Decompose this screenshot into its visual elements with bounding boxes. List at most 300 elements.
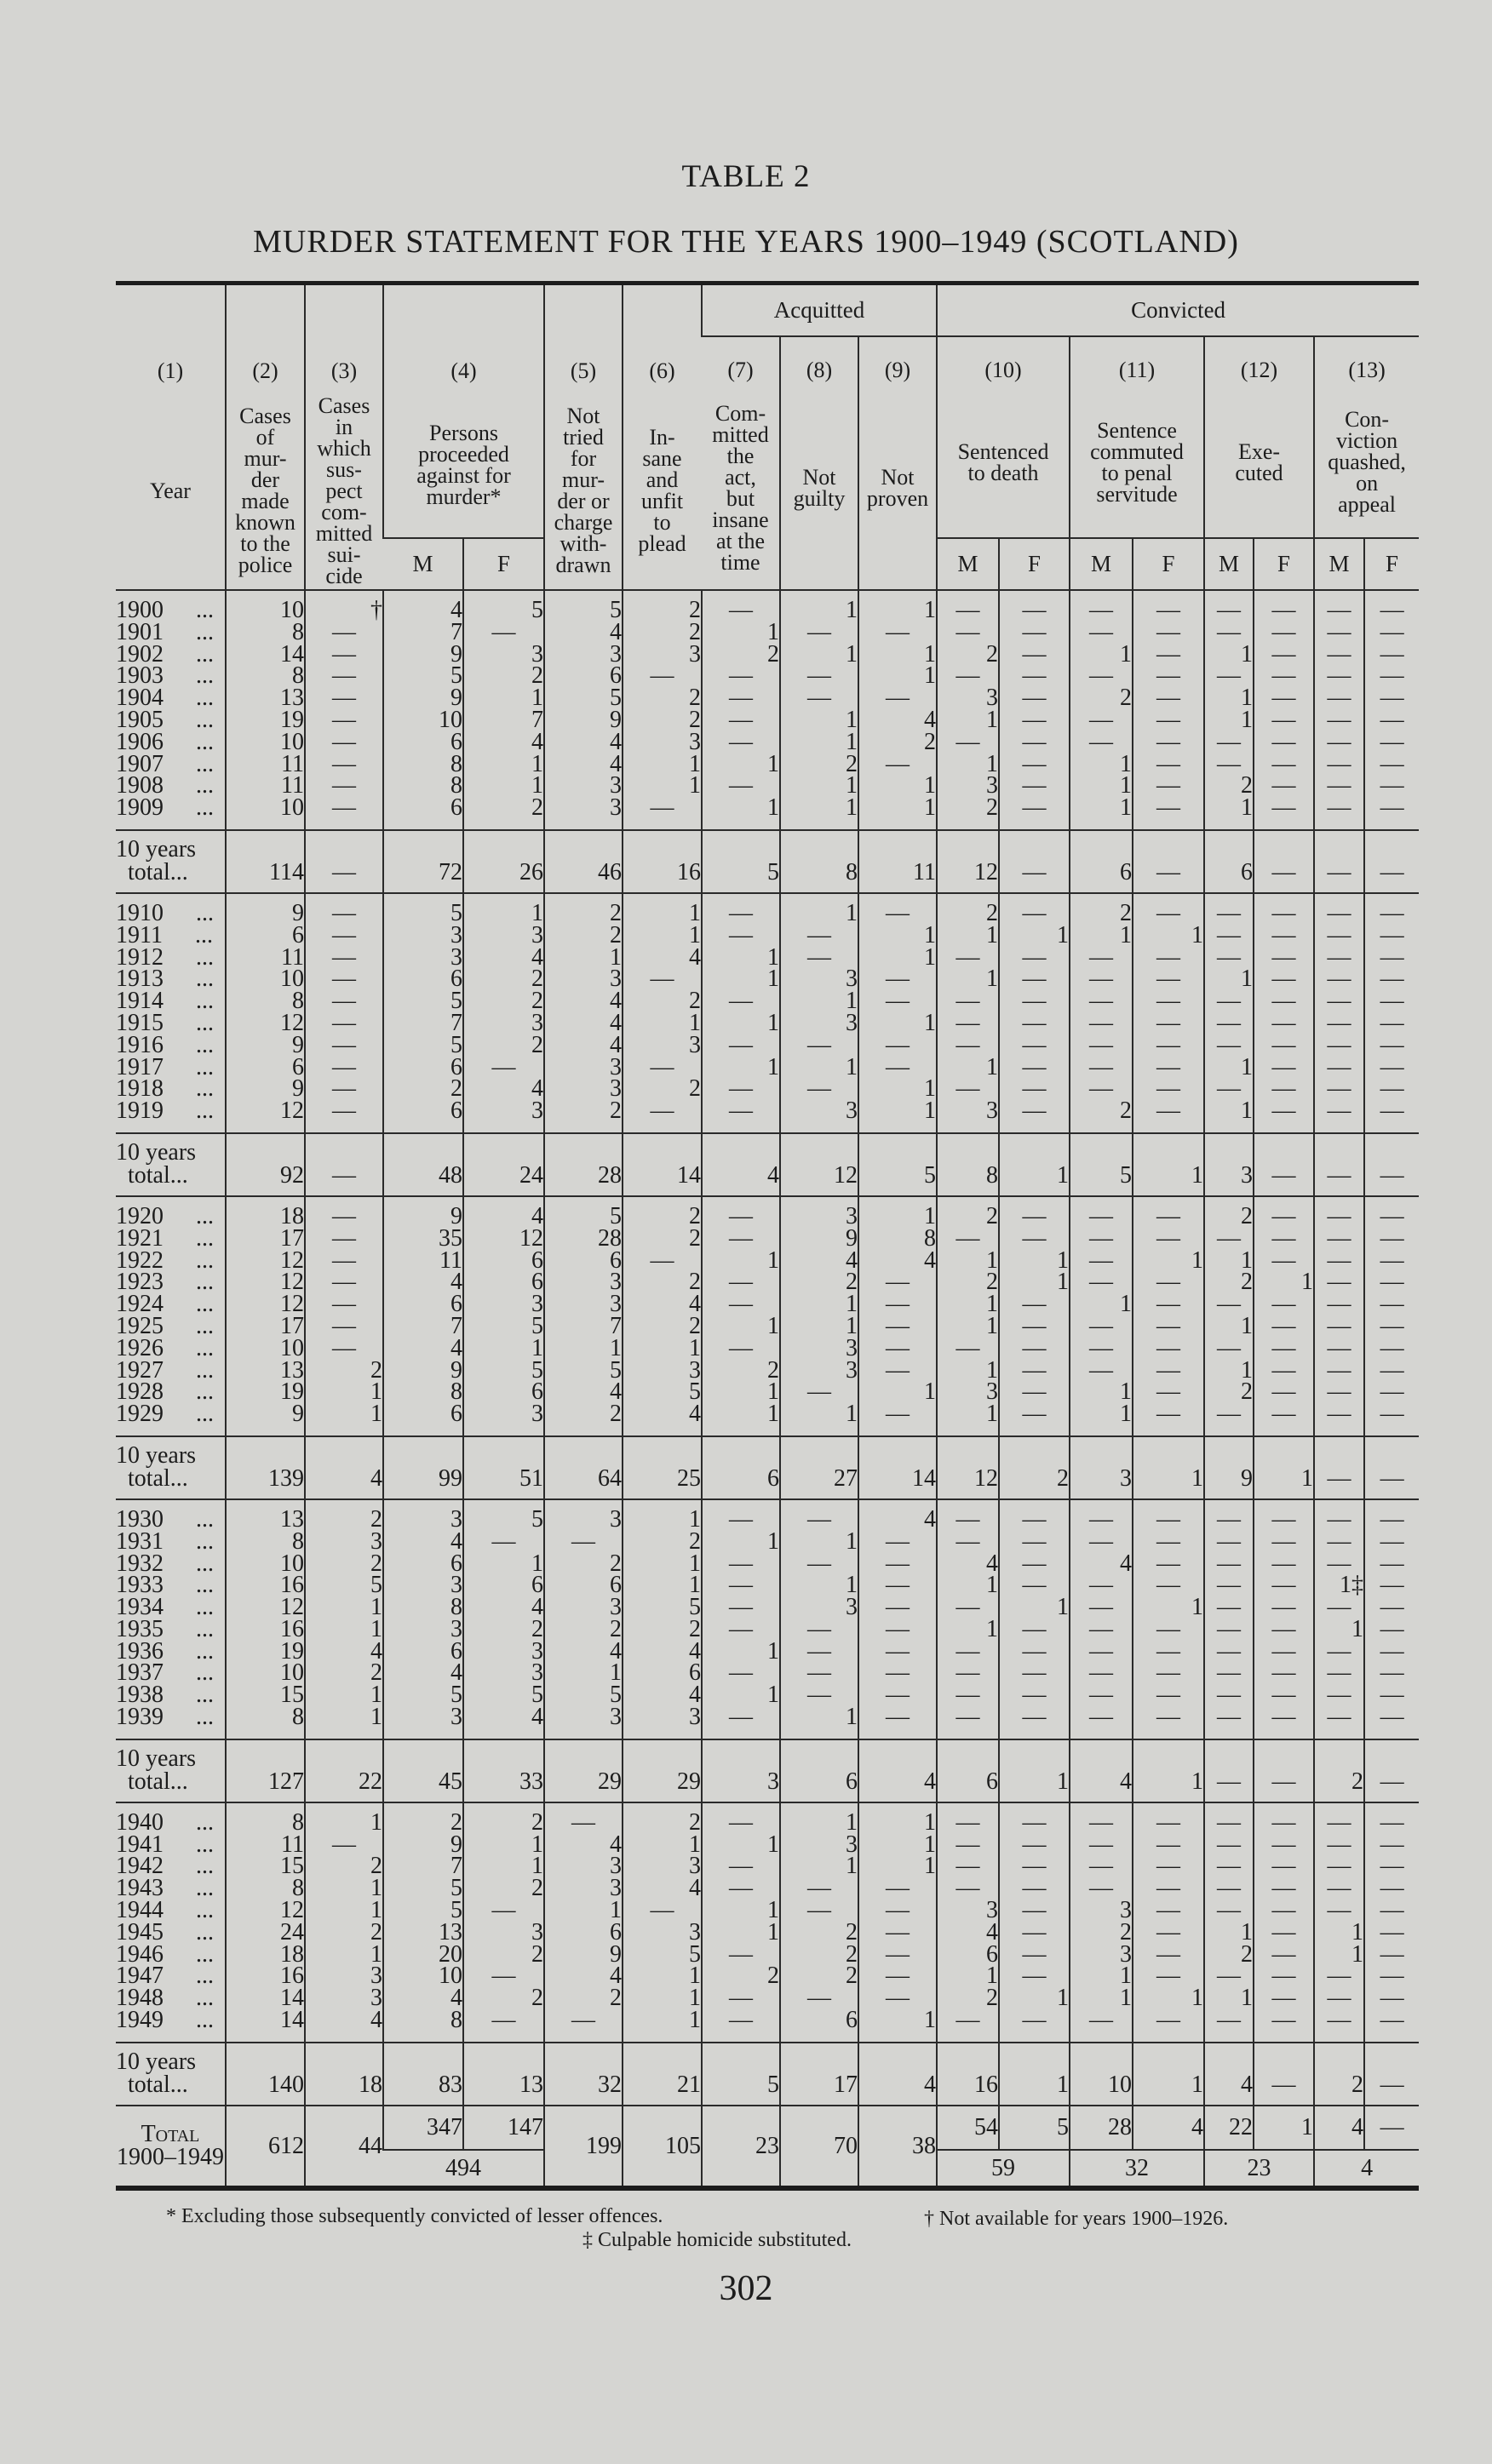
cell-value: 1 [858,775,937,797]
cell-value: — [1314,925,1364,947]
cell-value: — [858,1877,937,1900]
cell-value: 1 [780,1057,858,1079]
cell-value: — [305,644,383,666]
cell-value: 1 [623,1965,702,1987]
cell-value: — [1314,1403,1364,1436]
table-row-1945 [116,1922,1419,1944]
total-value: 1 [1133,1133,1204,1196]
cell-value: 2 [702,1360,780,1382]
grand-total-row [116,2106,1419,2150]
cell-value: 1 [463,775,544,797]
cell-value: — [1254,2009,1314,2043]
row-dots: ... [196,597,214,623]
total-value: 2 [1314,1739,1364,1802]
cell-value: — [1314,990,1364,1012]
cell-value: 3 [383,1619,463,1641]
cell-value: 3 [544,1499,623,1531]
cell-value: 9 [383,687,463,709]
cell-value: 3 [463,1641,544,1663]
cell-value: 16 [226,1965,305,1987]
total-value: 64 [544,1436,623,1499]
cell-value: 8 [226,990,305,1012]
year-label: 1946 [116,1940,164,1968]
cell-value: 1 [1070,797,1133,830]
cell-value: — [1204,731,1254,754]
combined-persons-proceeded: 494 [445,2154,481,2181]
cell-value: — [937,590,999,622]
year-label: 1904 [116,685,164,712]
year-label: 1906 [116,728,164,755]
cell-value: 1 [463,893,544,925]
cell-value: 2 [937,644,999,666]
cell-value: 1 [702,968,780,990]
year-label: 1910 [116,899,164,926]
cell-value: 3 [544,1596,623,1619]
cell-value: — [1364,1706,1419,1739]
cell-value: 3 [305,1987,383,2009]
cell-value: — [1364,1802,1419,1834]
cell-value: 2 [383,1802,463,1834]
cell-value: — [780,1987,858,2009]
cell-value: 1 [999,1271,1070,1293]
cell-value: — [1364,947,1419,969]
total-value: — [305,830,383,893]
cell-value: — [1070,1360,1133,1382]
cell-value: 20 [383,1944,463,1966]
cell-value: 4 [858,1499,937,1531]
cell-value: — [858,990,937,1012]
cell-value: 1 [780,1531,858,1553]
cell-value: 1 [1204,797,1254,830]
cell-value: — [1314,1381,1364,1403]
cell-value: 12 [226,1250,305,1272]
total-value: — [1364,830,1419,893]
cell-value: — [937,1641,999,1663]
cell-value: — [305,775,383,797]
cell-value: — [1364,968,1419,990]
year-label: 1937 [116,1659,164,1687]
cell-value: 6 [383,797,463,830]
decade-total-row [116,830,1419,893]
cell-value: 2 [623,1196,702,1228]
cell-value: — [1204,1684,1254,1706]
cell-value: 2 [780,1922,858,1944]
cell-value: — [858,1596,937,1619]
cell-value: — [999,1574,1070,1596]
cell-value: 2 [623,1078,702,1100]
total-value: 9 [1204,1436,1254,1499]
year-cell [116,1403,226,1436]
row-dots: ... [196,1009,214,1036]
cell-value: — [999,622,1070,644]
cell-value: — [937,1684,999,1706]
row-dots: ... [196,706,214,733]
cell-value: — [623,1057,702,1079]
col-header-year: (1) Year [116,284,226,591]
total-value: 29 [544,1739,623,1802]
cell-value: 2 [463,1987,544,2009]
cell-value: — [999,990,1070,1012]
cell-value: 3 [544,1293,623,1315]
cell-value: — [937,2009,999,2043]
table-row-1944 [116,1900,1419,1922]
cell-value: 1 [1070,1293,1133,1315]
cell-value: — [1070,1034,1133,1057]
cell-value: — [1364,590,1419,622]
cell-value: 10 [226,797,305,830]
cell-value: 1 [623,1338,702,1360]
cell-value: — [1314,1531,1364,1553]
cell-value: — [1314,1271,1364,1293]
grand-total-label: Total 1900–1949 [117,2121,224,2171]
total-value: 28 [544,1133,623,1196]
total-value: 51 [463,1436,544,1499]
cell-value: — [1254,1381,1314,1403]
cell-value: — [305,968,383,990]
cell-value: 4 [623,1403,702,1436]
cell-value: 5 [623,1944,702,1966]
cell-value: 1 [702,1922,780,1944]
row-dots: ... [196,1985,214,2012]
row-dots: ... [196,1097,214,1125]
cell-value: 5 [383,665,463,687]
cell-value: 9 [226,1078,305,1100]
cell-value: 1 [858,1078,937,1100]
cell-value: — [999,1338,1070,1360]
cell-value: — [463,1965,544,1987]
cell-value: — [1133,1360,1204,1382]
cell-value: 2 [937,1987,999,2009]
cell-value: — [1133,1944,1204,1966]
cell-value: — [1364,622,1419,644]
cell-value: 2 [305,1662,383,1684]
cell-value: — [999,1706,1070,1739]
cell-value: — [1133,1403,1204,1436]
cell-value: 1 [623,754,702,776]
year-label: 1920 [116,1202,164,1229]
total-value: 6 [780,1739,858,1802]
year-label: 1947 [116,1963,164,1990]
row-dots: ... [196,1831,214,1858]
footnote-double-dagger: ‡ Culpable homicide substituted. [582,2229,852,2251]
cell-value: — [1254,1944,1314,1966]
cell-value: 1 [1070,754,1133,776]
cell-value: 8 [858,1228,937,1250]
cell-value: 12 [463,1228,544,1250]
cell-value: 6 [383,1641,463,1663]
murder-statement-table [116,281,1419,2191]
row-dots: ... [196,899,214,926]
cell-value: 2 [463,1034,544,1057]
sex-header-female: F [999,538,1070,590]
cell-value: 2 [623,1619,702,1641]
cell-value: 12 [226,1293,305,1315]
table-row-1921 [116,1228,1419,1250]
cell-value: — [305,1057,383,1079]
cell-value: — [1254,1684,1314,1706]
cell-value: 1 [780,731,858,754]
row-dots: ... [196,662,214,690]
cell-value: — [702,1553,780,1575]
cell-value: — [1254,1922,1314,1944]
cell-value: — [937,1078,999,1100]
row-dots: ... [196,750,214,777]
cell-value: — [305,1338,383,1360]
table-row-1910 [116,893,1419,925]
total-value: 18 [305,2043,383,2106]
cell-value: 1 [1070,925,1133,947]
cell-value: 1 [623,1834,702,1856]
sex-header-male: M [1070,538,1133,590]
table-row-1901 [116,622,1419,644]
total-value: 46 [544,830,623,893]
cell-value: 3 [463,1922,544,1944]
cell-value: — [1314,1196,1364,1228]
cell-value: — [1254,1574,1314,1596]
cell-value: — [1254,1100,1314,1133]
table-row-1904 [116,687,1419,709]
cell-value: — [463,622,544,644]
col-header-sentenced-to-death: (10) Sentenced to death [937,336,1070,539]
cell-value: — [1254,1403,1314,1436]
cell-value: — [1364,1877,1419,1900]
footnote-dagger: † Not available for years 1900–1926. [924,2208,1229,2230]
cell-value: — [999,754,1070,776]
cell-value: 12 [226,1100,305,1133]
cell-value: — [1070,1228,1133,1250]
cell-value: 2 [305,1499,383,1531]
cell-value: 1 [780,797,858,830]
total-label-line2: total... [128,858,188,885]
cell-value: — [1314,1360,1364,1382]
cell-value: — [1070,1057,1133,1079]
cell-value: — [999,1900,1070,1922]
table-row-1947 [116,1965,1419,1987]
cell-value: 1 [780,1574,858,1596]
table-row-1916 [116,1034,1419,1057]
cell-value: — [623,1100,702,1133]
cell-value: 1 [780,775,858,797]
cell-value: 2 [702,1965,780,1987]
cell-value: — [623,1250,702,1272]
cell-value: 18 [226,1944,305,1966]
cell-value: — [1364,1196,1419,1228]
cell-value: — [1070,1662,1133,1684]
cell-value: — [1314,1802,1364,1834]
cell-value: 2 [623,1802,702,1834]
cell-value: 3 [780,1100,858,1133]
year-cell [116,1097,226,1133]
cell-value: 8 [383,1596,463,1619]
cell-value: 1 [937,1574,999,1596]
total-value: 27 [780,1436,858,1499]
cell-value: 17 [226,1315,305,1338]
cell-value: 11 [226,1834,305,1856]
cell-value: 1 [937,1619,999,1641]
cell-value: 6 [463,1250,544,1272]
cell-value: — [937,947,999,969]
cell-value: — [1133,1499,1204,1531]
cell-value: 1 [858,797,937,830]
cell-value: 4 [383,590,463,622]
cell-value: — [1364,990,1419,1012]
cell-value: — [999,1531,1070,1553]
row-dots: ... [196,1202,214,1229]
cell-value: 4 [305,1641,383,1663]
cell-value: 9 [383,644,463,666]
cell-value: — [702,731,780,754]
cell-value: — [937,665,999,687]
cell-value: — [1364,1944,1419,1966]
cell-value: — [937,622,999,644]
cell-value: — [623,968,702,990]
row-dots: ... [196,1615,214,1642]
cell-value: 1 [780,893,858,925]
table-row-1906 [116,731,1419,754]
total-value: 21 [623,2043,702,2106]
cell-value: 6 [780,2009,858,2043]
cell-value: 4 [544,990,623,1012]
col-header-sentence-commuted: (11) Sentence commuted to penal servitude [1070,336,1204,539]
cell-value: — [999,1965,1070,1987]
cell-value: 1 [780,1802,858,1834]
total-value: 127 [226,1739,305,1802]
cell-value: — [937,1596,999,1619]
total-value: 1 [999,2043,1070,2106]
total-value: 32 [544,2043,623,2106]
cell-value: — [1204,1228,1254,1250]
cell-value: — [999,1360,1070,1382]
cell-value: 6 [463,1271,544,1293]
cell-value: 6 [383,731,463,754]
table-row-1929 [116,1403,1419,1436]
cell-value: — [858,1338,937,1360]
cell-value: — [1254,775,1314,797]
cell-value: — [463,1900,544,1922]
total-value: — [1364,1436,1419,1499]
total-value: 29 [623,1739,702,1802]
cell-value: — [780,1499,858,1531]
cell-value: — [1070,1315,1133,1338]
cell-value: — [780,1662,858,1684]
cell-value: — [1254,709,1314,731]
cell-value: 3 [937,687,999,709]
cell-value: — [1364,1078,1419,1100]
cell-value: 2 [937,893,999,925]
cell-value: 2 [1070,687,1133,709]
cell-value: — [1133,1641,1204,1663]
total-value: 3 [1070,1436,1133,1499]
cell-value: — [1314,1057,1364,1079]
cell-value: 1 [937,1403,999,1436]
cell-value: — [1364,1403,1419,1436]
cell-value: — [305,1012,383,1034]
cell-value: 11 [383,1250,463,1272]
total-value: — [1314,1436,1364,1499]
total-value: 6 [1070,830,1133,893]
cell-value: 10 [226,1338,305,1360]
cell-value: 2 [1204,1196,1254,1228]
cell-value: 147 [463,2106,544,2150]
sex-header-female: F [1364,538,1419,590]
cell-value: 9 [226,1034,305,1057]
cell-value: — [1204,1403,1254,1436]
cell-value: 5 [383,1900,463,1922]
cell-value: 1 [702,1403,780,1436]
year-cell [116,1706,226,1739]
cell-value: 1 [780,1403,858,1436]
cell-value: — [1314,687,1364,709]
cell-value: — [1254,925,1314,947]
cell-value: 1 [780,1293,858,1315]
cell-value: 2 [463,665,544,687]
year-label: 1914 [116,988,164,1015]
cell-value: 9 [780,1228,858,1250]
cell-value: — [1204,1596,1254,1619]
year-cell [116,2009,226,2043]
row-dots: ... [196,1291,214,1318]
cell-value: 1 [1204,687,1254,709]
cell-value: 1 [1070,1987,1133,2009]
cell-value: — [780,1877,858,1900]
cell-value: 4 [544,1641,623,1663]
cell-value: 1 [1254,2106,1314,2150]
cell-value: 10 [226,590,305,622]
cell-value: 5 [305,1574,383,1596]
cell-value: — [858,968,937,990]
table-header [116,284,1419,591]
cell-value: 2 [702,644,780,666]
cell-value: 8 [226,1531,305,1553]
cell-value: 4 [463,1596,544,1619]
row-dots: ... [196,1075,214,1103]
cell-value: 4 [544,1965,623,1987]
cell-value: 1 [702,947,780,969]
year-label: 1932 [116,1550,164,1577]
decade-total-row [116,1436,1419,1499]
year-label: 1911 [116,921,163,948]
cell-value: — [1204,1338,1254,1360]
cell-value: — [858,1574,937,1596]
cell-value: 6 [544,665,623,687]
cell-value: — [1254,665,1314,687]
cell-value: — [858,1987,937,2009]
cell-value: — [1133,731,1204,754]
cell-value: — [702,1987,780,2009]
cell-value: — [702,1662,780,1684]
cell-value: 2 [544,1987,623,2009]
cell-value: — [305,687,383,709]
year-label: 1935 [116,1615,164,1642]
cell-value: — [702,1944,780,1966]
total-value: 1 [1133,1739,1204,1802]
cell-value: — [1364,1250,1419,1272]
cell-value: 2 [780,1965,858,1987]
cell-value: 1 [702,1531,780,1553]
table-body [116,590,1419,2106]
cell-value: — [702,1034,780,1057]
cell-value: — [1254,1641,1314,1663]
table-row-1919 [116,1100,1419,1133]
cell-value: — [1133,1338,1204,1360]
cell-value: — [999,947,1070,969]
cell-value: 1 [305,1706,383,1739]
cell-value: — [1070,1531,1133,1553]
year-cell [116,1802,226,1834]
cell-value: — [1133,1531,1204,1553]
cell-value: — [1364,1499,1419,1531]
cell-value: — [937,1338,999,1360]
